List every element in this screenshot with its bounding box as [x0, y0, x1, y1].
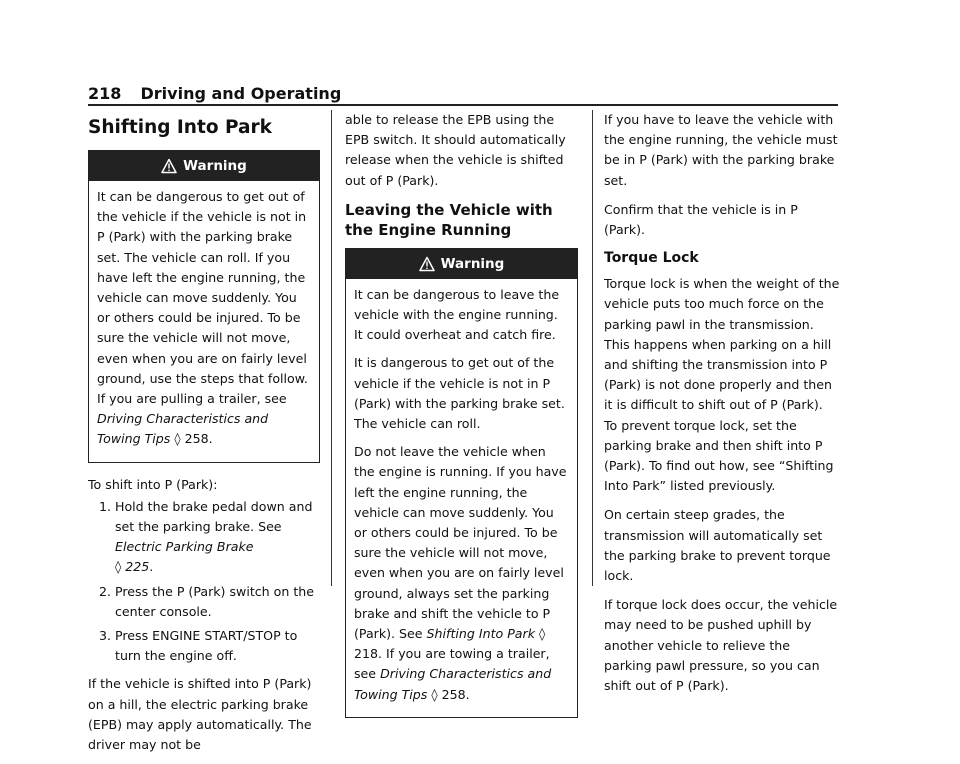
xref-page[interactable]: ◊ 258	[174, 431, 209, 447]
xref-link[interactable]: Shifting Into Park	[426, 626, 535, 642]
warning-icon	[419, 256, 435, 272]
step-text: Hold the brake pedal down and set the parking brake. See	[115, 498, 313, 535]
warning-header	[89, 151, 319, 181]
xref-link[interactable]: Electric Parking Brake	[115, 539, 254, 555]
step-number: 2.	[99, 583, 112, 599]
punct: .	[465, 686, 470, 702]
section-heading: Torque Lock	[604, 250, 699, 267]
warning-heading: Warning	[440, 255, 505, 272]
paragraph: If torque lock does occur, the vehicle may need to be pushed uphill by another vehicle to relieve the parking pawl pressure, so you can shift out of P (Park).	[604, 597, 838, 694]
warning-text	[97, 187, 311, 450]
section-title: Driving and Operating	[140, 84, 342, 103]
steps-list	[88, 497, 320, 667]
warning-text-mid: . If you are towing a trailer, see	[354, 646, 550, 682]
list-item	[88, 497, 320, 578]
warning-text-main: Do not leave the vehicle when the engine is running. If you have left the engine running, the vehicle can move suddenly. You or others could be injured. To be sure the vehicle will not move, even when you are on fairly level ground, always set the parking brake and shift the vehicle to P (Park). See	[354, 444, 567, 642]
list-item	[88, 582, 320, 622]
warning-paragraph	[354, 442, 569, 705]
column-1	[88, 110, 320, 764]
page-number: 218	[88, 84, 122, 103]
xref-link[interactable]: Driving Characteristics and Towing Tips	[97, 411, 269, 447]
step-text: Press ENGINE START/STOP to turn the engine off.	[115, 628, 298, 664]
warning-paragraph: It can be dangerous to leave the vehicle with the engine running. It could overheat and catch fire.	[354, 286, 560, 343]
warning-box	[345, 248, 578, 718]
warning-body	[346, 279, 577, 717]
xref-link[interactable]: Driving Characteristics and Towing Tips	[354, 666, 552, 702]
column-2	[345, 110, 578, 730]
xref-page[interactable]: ◊ 258	[431, 686, 466, 702]
column-3	[604, 110, 840, 705]
page-title: Shifting Into Park	[88, 117, 272, 138]
punct: .	[208, 431, 213, 447]
warning-box	[88, 150, 320, 463]
list-item	[88, 626, 320, 666]
warning-paragraph: It is dangerous to get out of the vehicle if the vehicle is not in P (Park) with the parking brake set. The vehicle can roll.	[354, 355, 565, 432]
warning-heading: Warning	[183, 158, 247, 174]
column-divider	[592, 110, 593, 586]
page-header	[88, 84, 838, 106]
warning-header	[346, 249, 577, 279]
paragraph: Torque lock is when the weight of the vehicle puts too much force on the parking pawl in the transmission. This happens when parking on a hill and shifting the transmission into P (Park) is not done properly and then it is difficult to shift out of P (Park). To prevent torque lock, set the parking brake and then shift into P (Park). To find out how, see “Shifting Into Park” listed previously.	[604, 276, 840, 494]
warning-icon	[161, 158, 177, 174]
step-number: 1.	[99, 498, 112, 514]
header-rule	[88, 104, 838, 106]
xref-page[interactable]: ◊ 218	[354, 626, 546, 662]
xref-page[interactable]: ◊ 225	[115, 559, 150, 575]
warning-body	[89, 181, 319, 462]
paragraph: If the vehicle is shifted into P (Park) on a hill, the electric parking brake (EPB) may apply automatically. The driver may not be	[88, 676, 312, 753]
steps-intro: To shift into P (Park):	[88, 476, 218, 492]
paragraph: If you have to leave the vehicle with the engine running, the vehicle must be in P (Park) with the parking brake set.	[604, 112, 838, 188]
paragraph: On certain steep grades, the transmission will automatically set the parking brake to prevent torque lock.	[604, 507, 831, 584]
warning-text-main: It can be dangerous to get out of the vehicle if the vehicle is not in P (Park) with the parking brake set. The vehicle can roll. If you have left the engine running, the vehicle can move suddenly. You or others could be injured. To be sure the vehicle will not move, even when you are on fairly level ground, use the steps that follow. If you are pulling a trailer, see	[97, 189, 308, 407]
column-divider	[331, 110, 332, 586]
paragraph: able to release the EPB using the EPB switch. It should automatically release when the vehicle is shifted out of P (Park).	[345, 112, 566, 188]
step-number: 3.	[99, 628, 112, 644]
step-text: Press the P (Park) switch on the center console.	[115, 583, 315, 619]
section-heading: Leaving the Vehicle with the Engine Running	[345, 200, 553, 239]
paragraph: Confirm that the vehicle is in P (Park).	[604, 201, 798, 238]
punct: .	[149, 559, 154, 575]
